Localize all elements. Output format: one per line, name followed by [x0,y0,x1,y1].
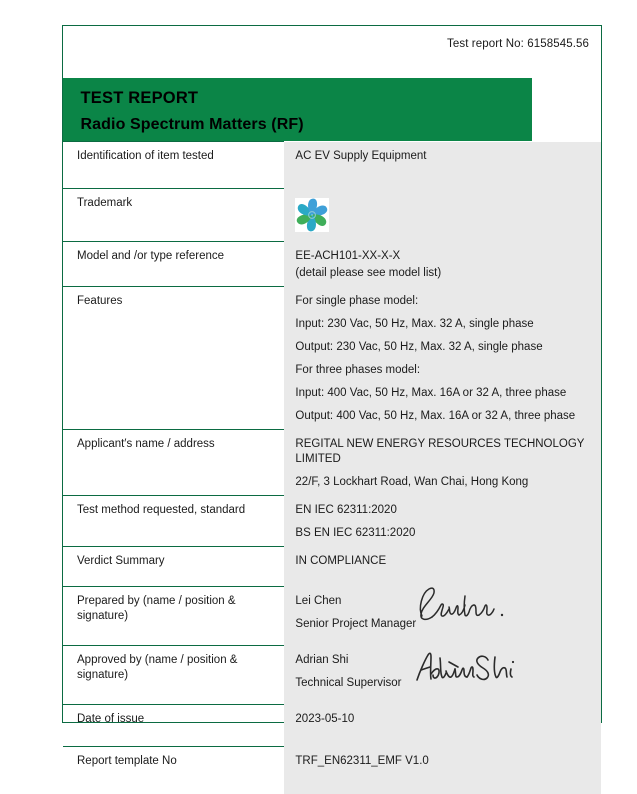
value-line: Input: 230 Vac, 50 Hz, Max. 32 A, single phase [295,317,534,330]
row-value [284,430,601,496]
row-value-cell [284,142,601,189]
row-label: Report template No [77,755,177,767]
table-row [63,547,601,587]
row-value-cell [284,547,601,587]
value-line: Adrian Shi [295,653,349,666]
row-value [284,646,601,705]
table-row [63,287,601,430]
report-subtitle: Radio Spectrum Matters (RF) [80,116,304,133]
row-label-cell [63,142,284,189]
table-row [63,587,601,646]
row-label: Approved by (name / position & signature) [77,654,238,681]
trademark-pinwheel-icon [295,198,329,232]
row-label-cell [63,496,284,547]
value-line: EN IEC 62311:2020 [295,503,397,516]
row-value [284,547,601,575]
row-value-cell [284,496,601,547]
value-line: EE-ACH101-XX-X-X [295,249,401,262]
value-line: Input: 400 Vac, 50 Hz, Max. 16A or 32 A, three phase [295,386,567,399]
value-line: AC EV Supply Equipment [295,149,427,162]
row-value-cell [284,587,601,646]
issue-date: 2023-05-10 [295,712,355,725]
row-label: Features [77,295,123,307]
row-value-cell [284,287,601,430]
table-row [63,242,601,287]
row-value [284,287,601,430]
value-line: For three phases model: [295,363,421,376]
row-label-cell [63,747,284,794]
row-label-cell [63,287,284,430]
value-line: Output: 400 Vac, 50 Hz, Max. 16A or 32 A, three phase [295,409,576,422]
row-value-cell [284,747,601,794]
row-label: Date of issue [77,713,145,725]
row-value-cell [284,430,601,496]
row-value [284,747,601,775]
row-label: Prepared by (name / position & signature) [77,595,236,622]
report-title: TEST REPORT [80,89,199,107]
row-value [284,142,601,170]
row-label-cell [63,242,284,287]
verdict-status: IN COMPLIANCE [295,554,387,567]
table-row [63,705,601,747]
row-value-cell [284,242,601,287]
report-page [62,25,602,767]
row-label: Identification of item tested [77,150,214,162]
value-line: Senior Project Manager [295,617,417,630]
value-line: (detail please see model list) [295,266,442,279]
row-label: Model and /or type reference [77,250,225,262]
table-row [63,189,601,242]
report-details-body [63,142,601,794]
row-label: Trademark [77,197,133,209]
row-value [284,587,601,646]
table-row [63,430,601,496]
row-label-cell [63,587,284,646]
table-row [63,496,601,547]
row-label: Verdict Summary [77,555,165,567]
value-line: Technical Supervisor [295,676,402,689]
row-value [284,242,601,287]
value-line: REGITAL NEW ENERGY RESOURCES TECHNOLOGY LIMITED [295,437,585,465]
row-label-cell [63,430,284,496]
row-label-cell [63,189,284,242]
report-title-banner [63,78,532,141]
table-row [63,747,601,794]
value-line: Output: 230 Vac, 50 Hz, Max. 32 A, single phase [295,340,543,353]
row-value-cell [284,646,601,705]
value-line: Lei Chen [295,594,342,607]
report-number: Test report No: 6158545.56 [447,38,589,50]
report-number-bar [63,26,601,78]
row-value-cell [284,705,601,747]
table-row [63,646,601,705]
row-label-cell [63,547,284,587]
report-details-table [63,141,601,794]
row-label-cell [63,646,284,705]
row-label: Test method requested, standard [77,504,246,516]
row-label-cell [63,705,284,747]
value-line: BS EN IEC 62311:2020 [295,526,416,539]
row-label: Applicant′s name / address [77,438,215,450]
row-value-cell [284,189,601,242]
value-line: For single phase model: [295,294,419,307]
value-line: 22/F, 3 Lockhart Road, Wan Chai, Hong Kong [295,475,529,488]
table-row [63,142,601,189]
row-value [284,705,601,733]
row-value [284,496,601,547]
row-value [284,189,601,242]
template-number: TRF_EN62311_EMF V1.0 [295,754,429,767]
